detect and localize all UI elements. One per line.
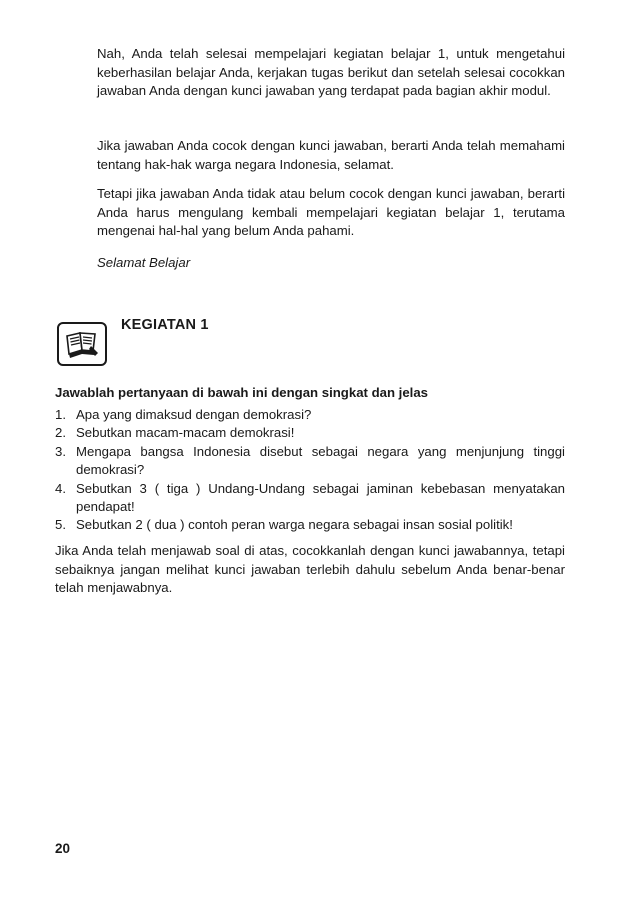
question-list bbox=[55, 406, 565, 535]
question-text: Apa yang dimaksud dengan demokrasi? bbox=[76, 407, 312, 422]
list-item bbox=[55, 443, 565, 480]
question-number: 5. bbox=[55, 517, 66, 533]
activity-title: KEGIATAN 1 bbox=[121, 317, 209, 333]
intro-paragraph-3: Tetapi jika jawaban Anda tidak atau belum cocok dengan kunci jawaban, berarti Anda harus mengulang kembali mempelajari kegiatan belajar 1, terutama mengenai hal-hal yang belum Anda pahami. bbox=[97, 186, 565, 238]
list-item bbox=[55, 406, 565, 424]
question-number: 3. bbox=[55, 443, 66, 459]
question-text: Mengapa bangsa Indonesia disebut sebagai negara yang menjunjung tinggi demokrasi? bbox=[76, 443, 565, 478]
list-item bbox=[55, 424, 565, 442]
closing-paragraph: Jika Anda telah menjawab soal di atas, cocokkanlah dengan kunci jawabannya, tetapi sebaiknya jangan melihat kunci jawaban terlebih dahulu sebelum Anda benar-benar telah menjawabnya. bbox=[55, 543, 565, 595]
intro-paragraph-2: Jika jawaban Anda cocok dengan kunci jawaban, berarti Anda telah memahami tentang hak-hak warga negara Indonesia, selamat. bbox=[97, 138, 565, 172]
question-number: 4. bbox=[55, 480, 66, 496]
greeting: Selamat Belajar bbox=[97, 255, 191, 270]
open-book-icon bbox=[57, 322, 107, 366]
list-item bbox=[55, 516, 565, 534]
activity-instruction: Jawablah pertanyaan di bawah ini dengan singkat dan jelas bbox=[55, 385, 429, 400]
question-text: Sebutkan macam-macam demokrasi! bbox=[76, 425, 295, 441]
question-number: 1. bbox=[55, 407, 66, 422]
intro-paragraph-1: Nah, Anda telah selesai mempelajari kegiatan belajar 1, untuk mengetahui keberhasilan belajar Anda, kerjakan tugas berikut dan setelah selesai cocokkan jawaban Anda dengan kunci jawaban yang terdapat pada bagian akhir modul. bbox=[97, 46, 565, 98]
question-text: Sebutkan 3 ( tiga ) Undang-Undang sebagai jaminan kebebasan menyatakan pendapat! bbox=[76, 480, 565, 515]
page-number: 20 bbox=[55, 841, 71, 856]
list-item bbox=[55, 480, 565, 517]
question-number: 2. bbox=[55, 425, 66, 441]
question-text: Sebutkan 2 ( dua ) contoh peran warga negara sebagai insan sosial politik! bbox=[76, 517, 513, 533]
